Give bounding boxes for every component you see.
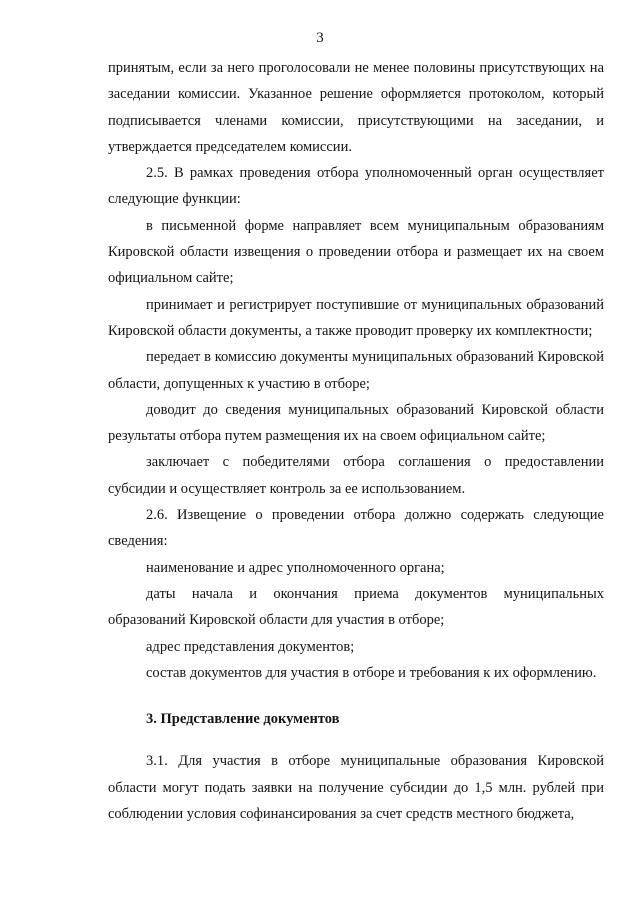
paragraph: в письменной форме направляет всем муниципальным образованиям Кировской области извещения о проведении отбора и размещает их на своем официальном сайте;: [108, 217, 604, 287]
page-number: 3: [316, 30, 324, 46]
paragraph: 2.6. Извещение о проведении отбора должно содержать следующие сведения:: [108, 507, 604, 550]
paragraph: принятым, если за него проголосовали не менее половины присутствующих на заседании комиссии. Указанное решение оформляется протоколом, который подписывается членами комиссии, присутствующими на заседании, и утверждается председателем комиссии.: [108, 60, 604, 155]
paragraph: 2.5. В рамках проведения отбора уполномоченный орган осуществляет следующие функции:: [108, 165, 604, 208]
section-heading: 3. Представление документов: [146, 711, 340, 728]
paragraph: заключает с победителями отбора соглашения о предоставлении субсидии и осуществляет контроль за ее использованием.: [108, 454, 604, 497]
paragraph: доводит до сведения муниципальных образований Кировской области результаты отбора путем размещения их на своем официальном сайте;: [108, 401, 604, 445]
paragraph: даты начала и окончания приема документов муниципальных образований Кировской области для участия в отборе;: [108, 585, 604, 629]
paragraph: принимает и регистрирует поступившие от муниципальных образований Кировской области документы, а также проводит проверку их комплектности;: [108, 296, 604, 339]
paragraph: передает в комиссию документы муниципальных образований Кировской области, допущенных к участию в отборе;: [108, 349, 604, 392]
paragraph: состав документов для участия в отборе и требования к их оформлению.: [146, 664, 597, 681]
document-body: [108, 55, 604, 827]
paragraph: наименование и адрес уполномоченного органа;: [146, 559, 445, 576]
paragraph: адрес представления документов;: [146, 638, 355, 655]
paragraph: 3.1. Для участия в отборе муниципальные образования Кировской области могут подать заявки на получение субсидии до 1,5 млн. рублей при соблюдении условия софинансирования за счет средств местного бюджета,: [108, 753, 604, 823]
